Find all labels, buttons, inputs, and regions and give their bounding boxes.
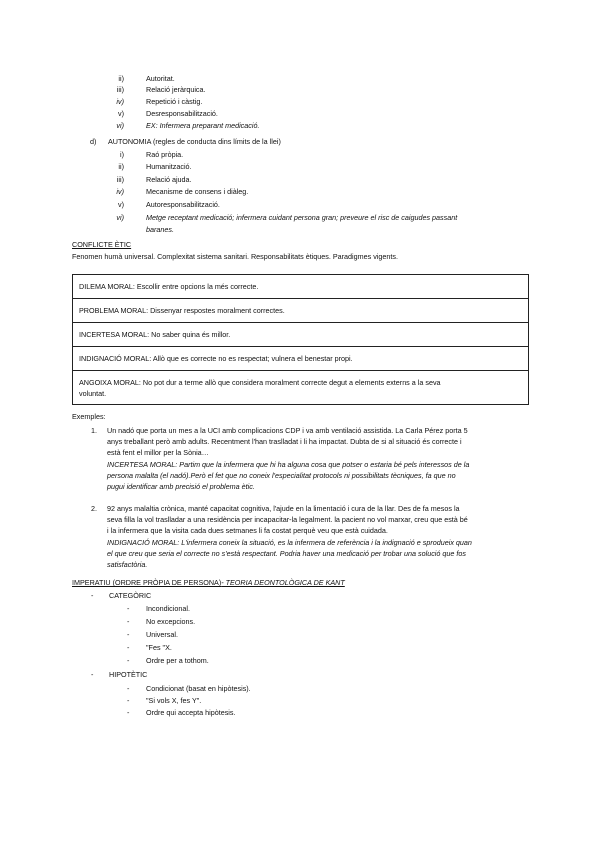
list-number: v) — [118, 109, 124, 118]
bullet-dash: - — [127, 630, 130, 639]
list-number: iv) — [116, 187, 124, 196]
definitions-table — [72, 274, 529, 405]
list-item: Desresponsabilització. — [146, 109, 218, 118]
group-dash: - — [91, 670, 94, 679]
group-title: CATEGÒRIC — [109, 591, 152, 600]
list-number: vi) — [116, 121, 124, 130]
bullet-item: "Fes "X. — [146, 643, 172, 652]
definition-box — [73, 347, 528, 371]
paragraph-line: INDIGNACIÓ MORAL: L'infermera coneix la situació, es la infermera de referència i la indignació e sprodueix quan — [107, 537, 472, 547]
paragraph-line: el que creu que seria el correcte no s'està respectant. Podria haver una medicació per trobar una solució que fos — [107, 548, 466, 558]
bullet-item: Universal. — [146, 630, 178, 639]
example-paragraph — [107, 503, 517, 570]
example-paragraph — [107, 425, 517, 492]
list-item: Relació jeràrquica. — [146, 85, 206, 94]
example-text: Metge receptant medicació; infermera cuidant persona gran; preveure el risc de caigudes passant — [146, 213, 458, 222]
bullet-dash: - — [127, 643, 130, 652]
list-item: Autoritat. — [146, 74, 175, 83]
example-number: 2. — [91, 504, 97, 513]
bullet-dash: - — [127, 617, 130, 626]
bullet-dash: - — [127, 696, 130, 705]
list-number: ii) — [118, 74, 124, 83]
example-number: 1. — [91, 426, 97, 435]
definition-box — [73, 299, 528, 323]
section-marker: d) — [90, 137, 97, 146]
bullet-dash: - — [127, 684, 130, 693]
group-title: HIPOTÈTIC — [109, 670, 148, 679]
section-heading — [72, 577, 345, 588]
bullet-dash: - — [127, 656, 130, 665]
heading-part: IMPERATIU (ORDRE PRÒPIA DE PERSONA) — [72, 578, 222, 587]
definition-text: ANGOIXA MORAL: No pot dur a terme allò que considera moralment correcte degut a elements externs a la seva — [79, 377, 441, 387]
list-item: EX: Infermera preparant medicació. — [146, 121, 260, 130]
paragraph-line: INCERTESA MORAL: Partim que la infermera que hi ha alguna cosa que potser o estaria bé pels interessos de la — [107, 459, 470, 469]
bullet-item: Incondicional. — [146, 604, 190, 613]
bullet-dash: - — [127, 708, 130, 717]
example-text: baranes. — [146, 225, 174, 234]
definition-text: voluntat. — [79, 388, 107, 398]
definition-box — [73, 275, 528, 299]
section-heading: Exemples: — [72, 412, 106, 421]
list-number: iv) — [116, 97, 124, 106]
definition-text: PROBLEMA MORAL: Dissenyar respostes moralment correctes. — [79, 306, 285, 315]
bullet-item: Ordre per a tothom. — [146, 656, 209, 665]
list-number: iii) — [116, 175, 124, 184]
intro-text: Fenomen humà universal. Complexitat sistema sanitari. Responsabilitats ètiques. Paradigmes vigents. — [72, 252, 398, 261]
bullet-item: Condicionat (basat en hipòtesis). — [146, 684, 251, 693]
definition-text: DILEMA MORAL: Escollir entre opcions la més correcte. — [79, 282, 259, 291]
bullet-item: No excepcions. — [146, 617, 196, 626]
definition-box — [73, 371, 528, 404]
paragraph-line: està fent el millor per la Sònia… — [107, 448, 209, 458]
list-number: iii) — [116, 85, 124, 94]
paragraph-line: satisfactòria. — [107, 560, 148, 570]
list-item: Repetició i càstig. — [146, 97, 203, 106]
list-item: Raó pròpia. — [146, 150, 184, 159]
group-dash: - — [91, 591, 94, 600]
bullet-dash: - — [127, 604, 130, 613]
bullet-item: "Si vols X, fes Y". — [146, 696, 202, 705]
section-heading: CONFLICTE ÈTIC — [72, 240, 132, 249]
list-number: i) — [120, 150, 124, 159]
list-item: Humanització. — [146, 162, 192, 171]
paragraph-line: persona malalta (el nadó).Però el fet que no coneix l'especialitat protocols ni possibilitats tècniques, fa que no — [107, 470, 456, 480]
list-item: Mecanisme de consens i diàleg. — [146, 187, 249, 196]
definition-box — [73, 323, 528, 347]
paragraph-line: seva filla la vol traslladar a una residència per incapacitar-la legalment. la pacient no vol marxar, creu que està bé — [107, 515, 468, 525]
autonomia-title: AUTONOMIA (regles de conducta dins límits de la llei) — [108, 137, 281, 146]
definition-text: INCERTESA MORAL: No saber quina és millor. — [79, 330, 231, 339]
heading-part: - TEORIA DEONTOLÒGICA DE KANT — [221, 578, 345, 587]
bullet-item: Ordre qui accepta hipòtesis. — [146, 708, 236, 717]
list-number: ii) — [118, 162, 124, 171]
definition-text: INDIGNACIÓ MORAL: Allò que es correcte no es respectat; vulnera el benestar propi. — [79, 354, 353, 363]
paragraph-line: anys treballant però amb adults. Recentment l'han traslladat i li ha impactat. Dubta de si al situació és correcte i — [107, 437, 462, 447]
list-number: v) — [118, 200, 124, 209]
list-item: Relació ajuda. — [146, 175, 192, 184]
paragraph-line: 92 anys malaltia crònica, manté capacitat cognitiva, l'ajude en la limentació i cura de la llar. Des de fa mesos la — [107, 504, 460, 513]
paragraph-line: Un nadó que porta un mes a la UCI amb complicacions CDP i va amb ventilació assistida. La Carla Pérez porta 5 — [107, 426, 468, 435]
paragraph-line: i la infermera que la visita cada dues setmanes li fa costat perquè veu que està cuidada. — [107, 526, 388, 536]
list-item: Autoresponsabilització. — [146, 200, 220, 209]
list-number: vi) — [116, 213, 124, 222]
paragraph-line: pugui identificar amb precisió el problema ètic. — [107, 482, 255, 492]
